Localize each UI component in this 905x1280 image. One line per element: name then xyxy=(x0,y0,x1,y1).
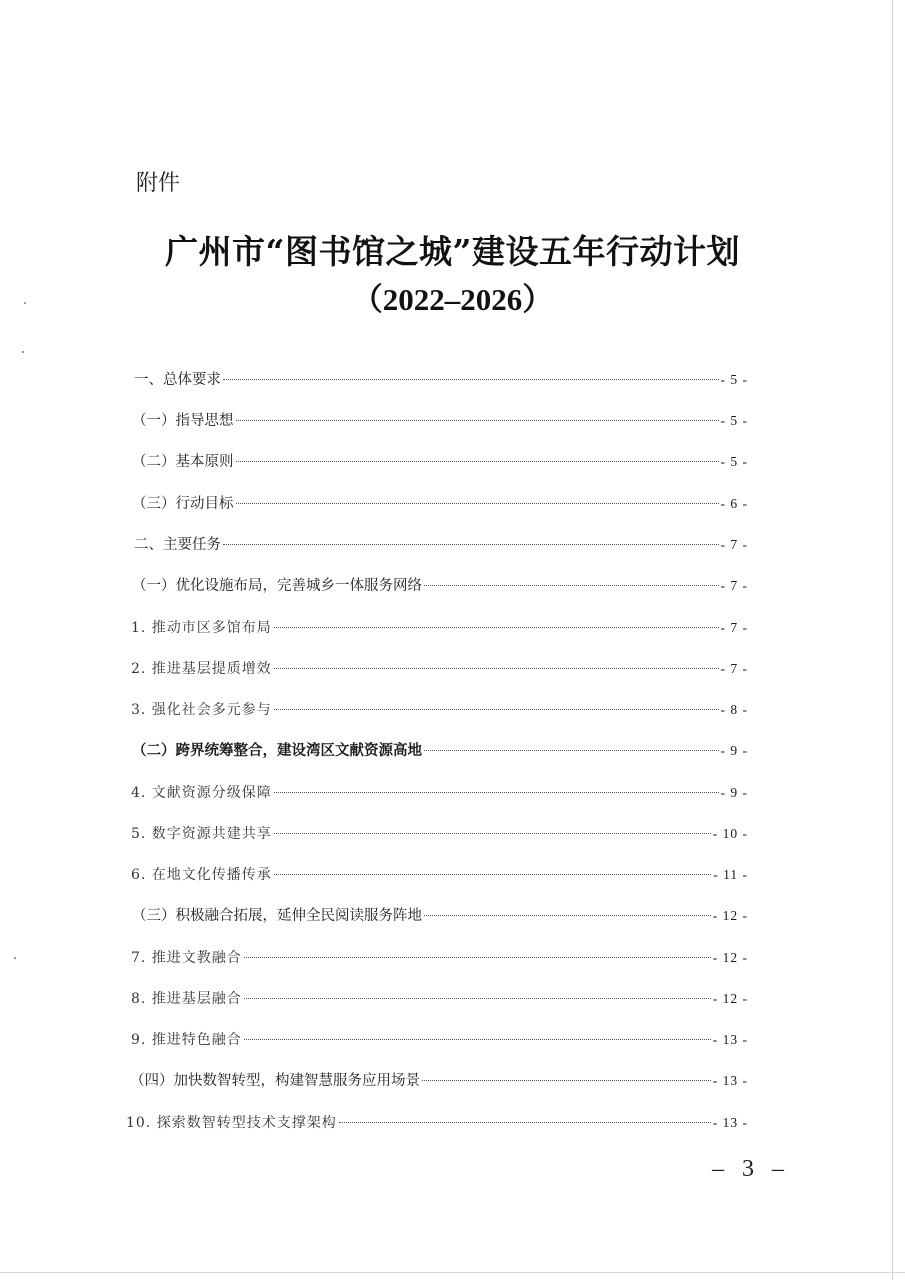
toc-leader-dots xyxy=(274,860,711,875)
toc-entry-text: 9. 推进特色融合 xyxy=(131,1032,242,1048)
toc-leader-dots xyxy=(424,571,719,586)
toc-entry-page: - 9 - xyxy=(720,743,748,758)
toc-entry-page: - 10 - xyxy=(712,826,748,841)
toc-entry[interactable] xyxy=(131,863,748,887)
toc-leader-dots xyxy=(223,530,719,545)
toc-entry-text: 一、总体要求 xyxy=(134,372,221,388)
toc-entry-page: - 13 - xyxy=(712,1032,748,1047)
toc-entry-page: - 5 - xyxy=(720,454,748,469)
toc-leader-dots xyxy=(274,819,711,834)
toc-entry[interactable] xyxy=(131,822,748,846)
toc-entry-page: - 13 - xyxy=(712,1073,748,1088)
toc-leader-dots xyxy=(274,695,719,710)
toc-entry[interactable] xyxy=(132,739,748,763)
toc-entry[interactable] xyxy=(131,616,748,640)
toc-entry[interactable] xyxy=(132,904,748,928)
toc-entry[interactable] xyxy=(131,698,748,722)
toc-entry-text: （一）优化设施布局，完善城乡一体服务网络 xyxy=(132,578,422,594)
toc-entry-page: - 13 - xyxy=(712,1115,748,1130)
toc-entry[interactable] xyxy=(131,781,748,805)
toc-entry-text: 5. 数字资源共建共享 xyxy=(131,826,272,842)
toc-entry-text: （四）加快数智转型，构建智慧服务应用场景 xyxy=(130,1073,420,1089)
toc-leader-dots xyxy=(244,984,711,999)
toc-leader-dots xyxy=(236,406,719,421)
toc-leader-dots xyxy=(223,365,719,380)
toc-entry-text: 10. 探索数智转型技术支撑架构 xyxy=(126,1115,337,1131)
toc-leader-dots xyxy=(274,613,719,628)
toc-entry[interactable] xyxy=(132,492,748,516)
page-number: – 3 – xyxy=(712,1156,790,1182)
toc-entry-page: - 7 - xyxy=(720,578,748,593)
toc-entry-text: （三）行动目标 xyxy=(132,496,234,512)
toc-entry-text: 3. 强化社会多元参与 xyxy=(131,702,272,718)
toc-leader-dots xyxy=(424,736,719,751)
toc-entry-page: - 6 - xyxy=(720,496,748,511)
toc-entry[interactable] xyxy=(131,1028,748,1052)
toc-entry-page: - 5 - xyxy=(720,372,748,387)
toc-entry-text: 二、主要任务 xyxy=(134,537,221,553)
toc-leader-dots xyxy=(422,1066,711,1081)
toc-entry[interactable] xyxy=(132,409,748,433)
scan-speck xyxy=(14,957,16,959)
toc-entry-text: 1. 推动市区多馆布局 xyxy=(131,620,272,636)
toc-entry[interactable] xyxy=(131,657,748,681)
toc-entry-text: （一）指导思想 xyxy=(132,413,234,429)
toc-entry-text: （二）跨界统筹整合，建设湾区文献资源高地 xyxy=(132,743,422,759)
toc-entry[interactable] xyxy=(134,368,748,392)
toc-entry-text: 2. 推进基层提质增效 xyxy=(131,661,272,677)
scan-speck xyxy=(22,351,24,353)
toc-entry[interactable] xyxy=(130,1069,748,1093)
scan-bottom-line xyxy=(0,1272,905,1273)
toc-entry-page: - 7 - xyxy=(720,661,748,676)
toc-leader-dots xyxy=(236,489,719,504)
toc-entry-page: - 12 - xyxy=(712,991,748,1006)
toc-entry-page: - 11 - xyxy=(713,867,748,882)
toc-leader-dots xyxy=(244,943,711,958)
toc-entry-page: - 5 - xyxy=(720,413,748,428)
toc-leader-dots xyxy=(339,1108,711,1123)
toc-entry-page: - 8 - xyxy=(720,702,748,717)
document-title: 广州市“图书馆之城”建设五年行动计划 xyxy=(165,232,740,271)
toc-entry-text: （二）基本原则 xyxy=(132,454,234,470)
toc-entry-page: - 12 - xyxy=(712,908,748,923)
toc-entry[interactable] xyxy=(132,574,748,598)
toc-entry-text: 4. 文献资源分级保障 xyxy=(131,785,272,801)
toc-entry-text: 7. 推进文教融合 xyxy=(131,950,242,966)
toc-entry[interactable] xyxy=(131,987,748,1011)
toc-leader-dots xyxy=(244,1025,711,1040)
toc-entry-page: - 7 - xyxy=(720,537,748,552)
toc-entry[interactable] xyxy=(131,946,748,970)
scan-edge-line xyxy=(892,0,893,1280)
toc-leader-dots xyxy=(424,901,711,916)
toc-entry-page: - 7 - xyxy=(720,620,748,635)
toc-entry-text: 6. 在地文化传播传承 xyxy=(131,867,272,883)
toc-leader-dots xyxy=(274,778,719,793)
toc-entry-page: - 12 - xyxy=(712,950,748,965)
attachment-label: 附件 xyxy=(136,171,181,196)
toc-entry-page: - 9 - xyxy=(720,785,748,800)
toc-entry[interactable] xyxy=(134,533,748,557)
toc-entry[interactable] xyxy=(132,450,748,474)
toc-entry[interactable] xyxy=(126,1111,748,1135)
toc-leader-dots xyxy=(236,447,719,462)
toc-entry-text: （三）积极融合拓展，延伸全民阅读服务阵地 xyxy=(132,908,422,924)
toc-entry-text: 8. 推进基层融合 xyxy=(131,991,242,1007)
toc-leader-dots xyxy=(274,654,719,669)
document-subtitle: （2022–2026） xyxy=(351,282,554,317)
